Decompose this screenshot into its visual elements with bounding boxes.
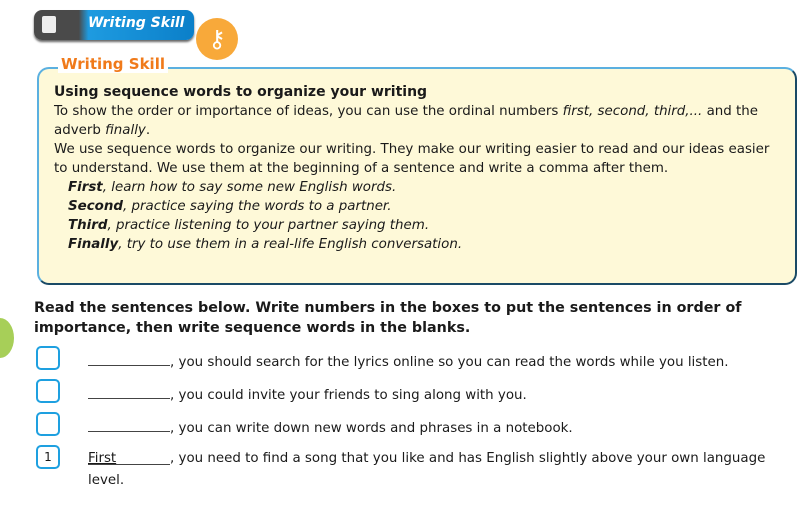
writing-skill-content [54, 83, 784, 254]
writing-skill-label: Writing Skill [58, 55, 168, 73]
sequence-word-blank[interactable]: First [88, 448, 170, 465]
example-2: Second, practice saying the words to a partner. [68, 199, 392, 214]
section-header [34, 10, 194, 40]
example-4: Finally, try to use them in a real-life English conversation. [68, 237, 463, 252]
order-number-box[interactable] [36, 412, 60, 436]
exercise-instruction: Read the sentences below. Write numbers in the boxes to put the sentences in order of importance, then write sequence words in the blanks. [34, 300, 742, 336]
order-number-box[interactable] [36, 346, 60, 370]
skill-para-2: We use sequence words to organize our writing. They make our writing easier to read and our ideas easier to understand. We use them at the beginning of a sentence and write a comma after them. [54, 142, 770, 176]
page-tab-decoration [0, 318, 14, 358]
writing-icon [42, 16, 56, 33]
order-number-box[interactable] [36, 379, 60, 403]
skill-para-1: To show the order or importance of ideas, you can use the ordinal numbers first, second, third,... and the adverb finally. [54, 104, 758, 138]
example-1: First, learn how to say some new English words. [68, 180, 397, 195]
order-number-box[interactable]: 1 [36, 445, 60, 469]
sequence-word-blank[interactable] [88, 415, 170, 432]
section-title: Writing Skill [88, 15, 185, 31]
skill-heading: Using sequence words to organize your writing [54, 84, 428, 100]
example-3: Third, practice listening to your partner saying them. [68, 218, 430, 233]
sequence-word-blank[interactable] [88, 382, 170, 399]
sequence-word-blank[interactable] [88, 349, 170, 366]
key-icon: ⚷ [196, 18, 238, 60]
